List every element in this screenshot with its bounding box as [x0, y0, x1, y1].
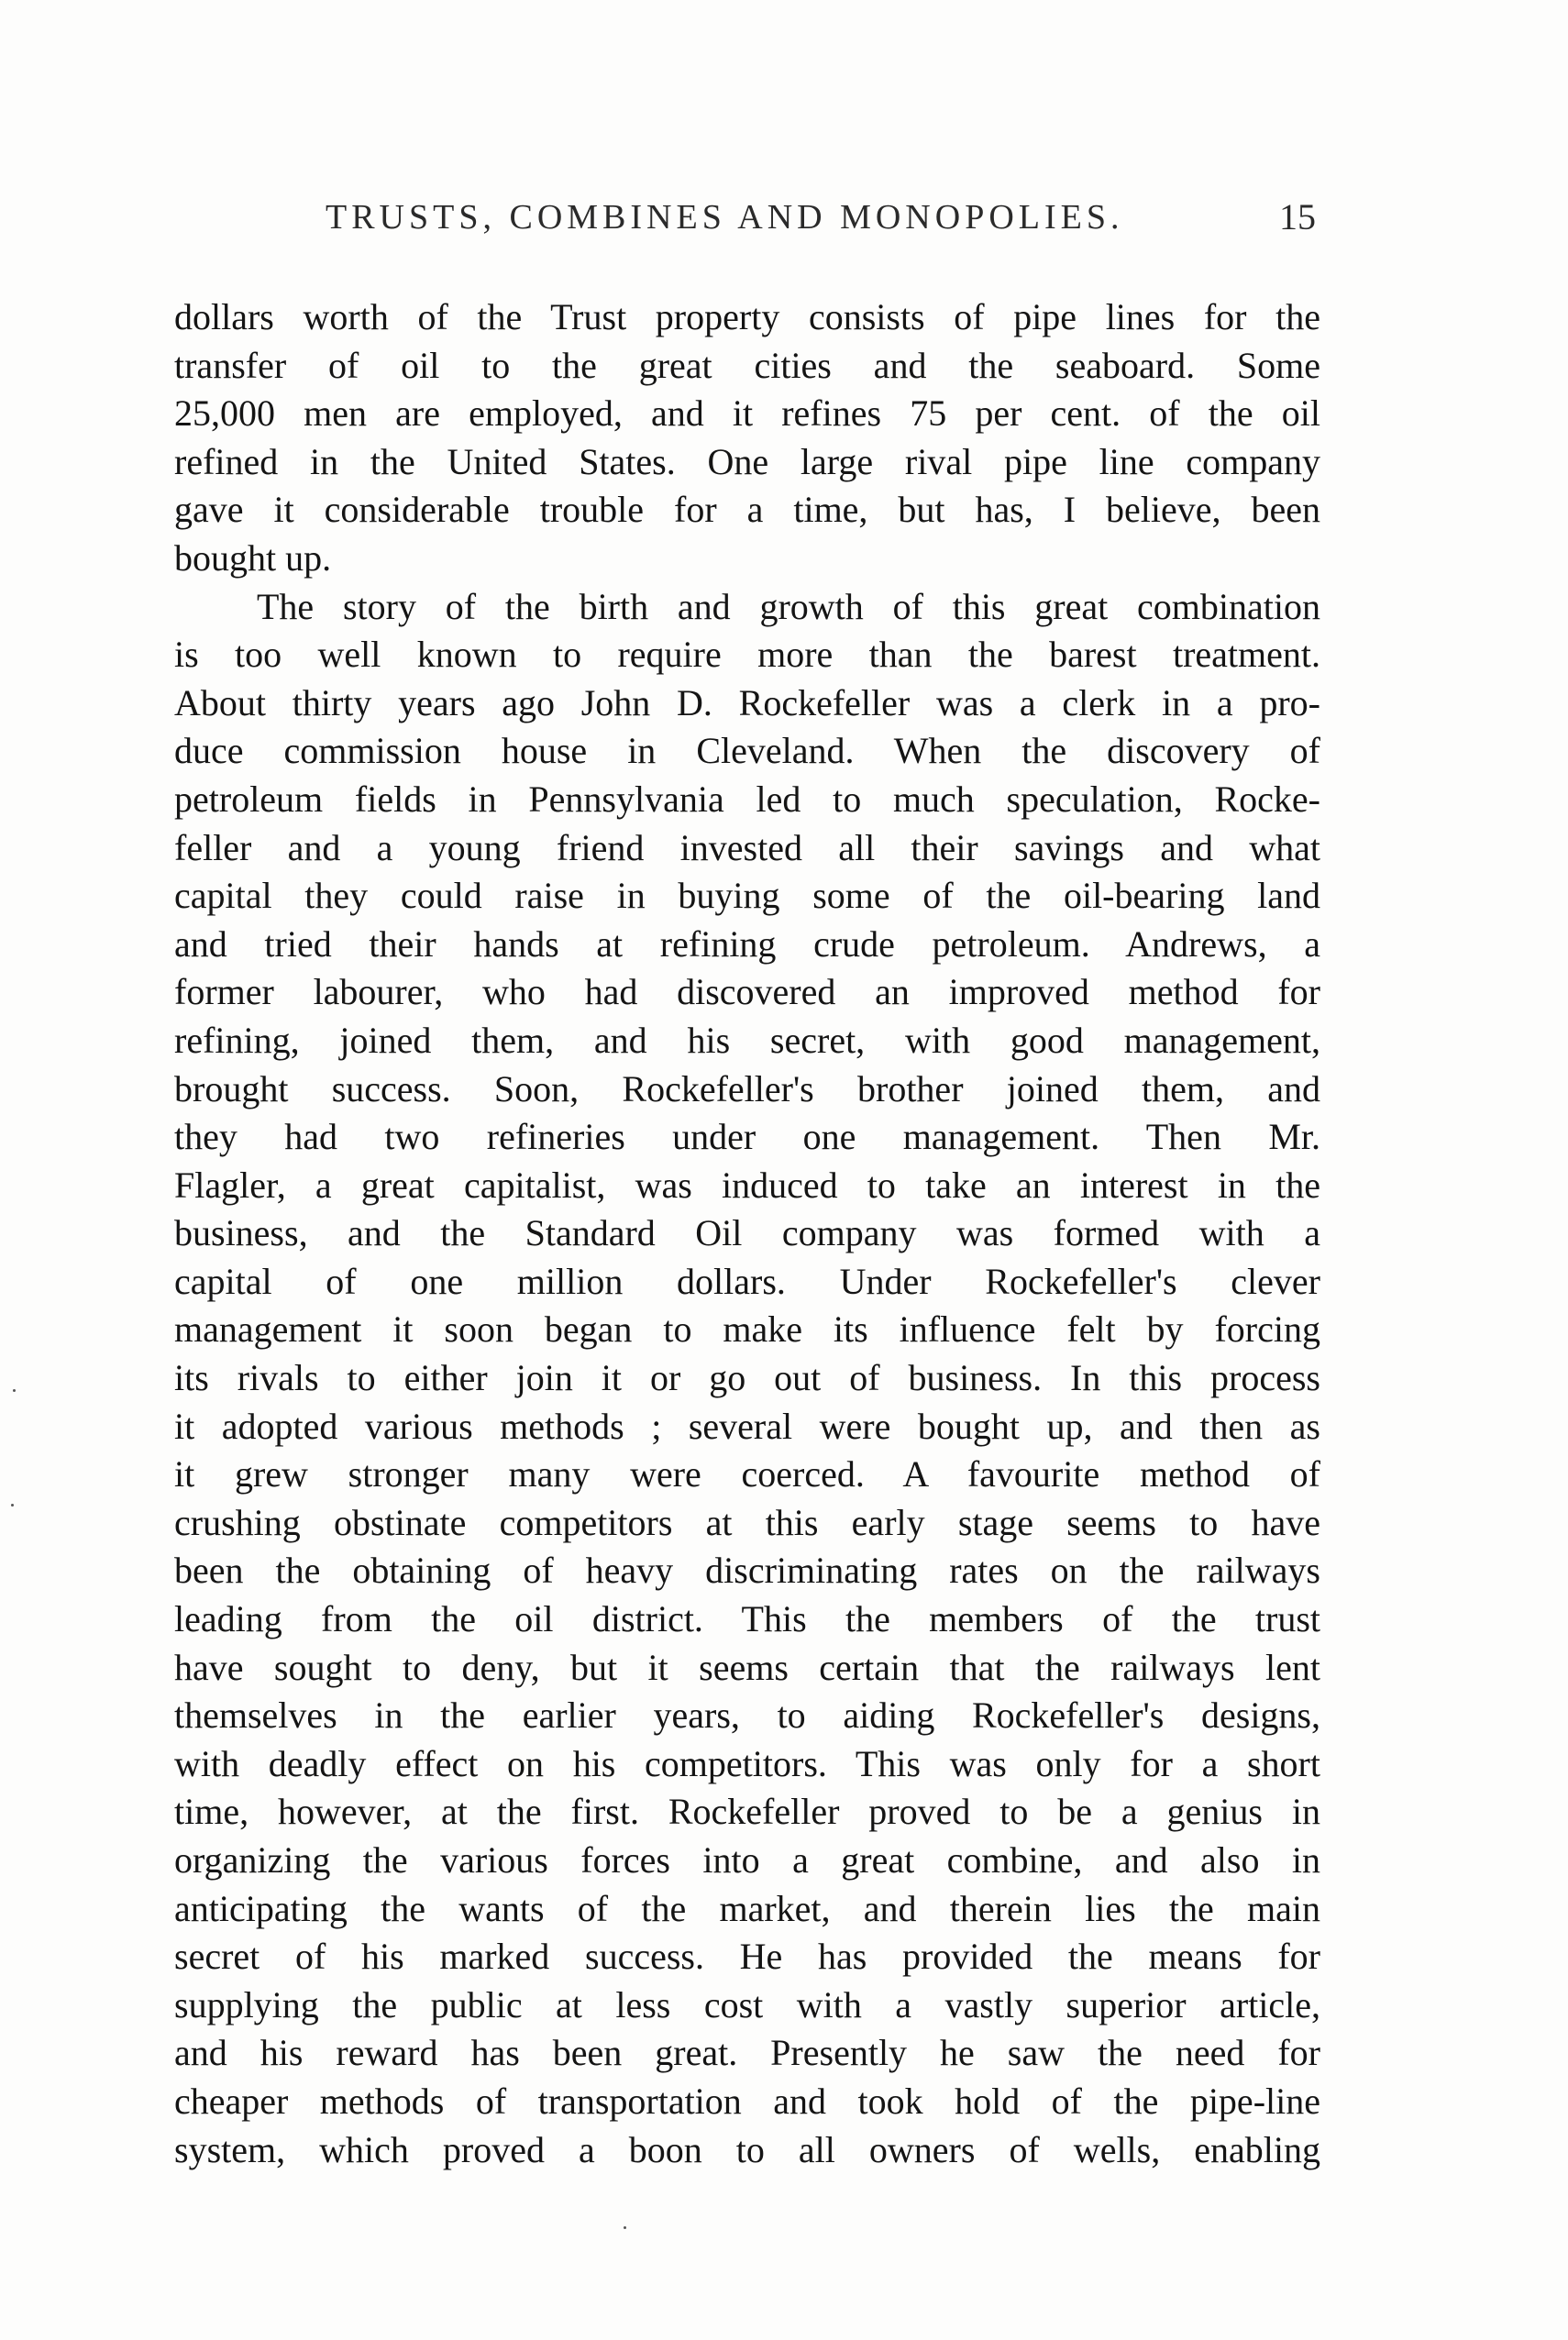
text-line: petroleum fields in Pennsylvania led to much speculation, Rocke-: [174, 778, 1320, 820]
text-line: management it soon began to make its influence felt by forcing: [174, 1308, 1320, 1351]
body-text: [174, 293, 1320, 2174]
text-line: crushing obstinate competitors at this early stage seems to have: [174, 1501, 1320, 1543]
text-line: refined in the United States. One large rival pipe line company: [174, 440, 1320, 482]
text-line: it adopted various methods ; several were bought up, and then as: [174, 1405, 1320, 1447]
scan-speck: [11, 1504, 14, 1507]
text-line: The story of the birth and growth of this great combination: [257, 585, 1320, 627]
text-line: brought success. Soon, Rockefeller's brother joined them, and: [174, 1067, 1320, 1109]
text-line: organizing the various forces into a great combine, and also in: [174, 1839, 1320, 1881]
page-number: 15: [1279, 196, 1316, 237]
scan-speck: [13, 1389, 16, 1392]
text-line: refining, joined them, and his secret, with good management,: [174, 1019, 1320, 1061]
text-line: been the obtaining of heavy discriminating rates on the railways: [174, 1550, 1320, 1592]
text-line: capital of one million dollars. Under Rockefeller's clever: [174, 1260, 1320, 1302]
text-line: it grew stronger many were coerced. A favourite method of: [174, 1453, 1320, 1496]
text-line: gave it considerable trouble for a time, but has, I believe, been: [174, 489, 1320, 531]
text-line: secret of his marked success. He has provided the means for: [174, 1936, 1320, 1978]
running-title: TRUSTS, COMBINES AND MONOPOLIES.: [326, 198, 1124, 237]
text-line: bought up.: [174, 536, 332, 579]
text-line: supplying the public at less cost with a vastly superior article,: [174, 1983, 1320, 2025]
text-line: cheaper methods of transportation and took hold of the pipe-line: [174, 2080, 1320, 2122]
text-line: they had two refineries under one management. Then Mr.: [174, 1116, 1320, 1158]
text-line: is too well known to require more than the barest treatment.: [174, 634, 1320, 676]
text-line: and his reward has been great. Presently he saw the need for: [174, 2032, 1320, 2074]
text-line: leading from the oil district. This the members of the trust: [174, 1598, 1320, 1640]
text-line: 25,000 men are employed, and it refines 75 per cent. of the oil: [174, 392, 1320, 435]
text-line: themselves in the earlier years, to aiding Rockefeller's designs,: [174, 1694, 1320, 1737]
text-line: transfer of oil to the great cities and the seaboard. Some: [174, 344, 1320, 386]
text-line: business, and the Standard Oil company was formed with a: [174, 1212, 1320, 1254]
text-line: have sought to deny, but it seems certain that the railways lent: [174, 1646, 1320, 1688]
scan-speck: [624, 2226, 626, 2229]
text-line: time, however, at the first. Rockefeller proved to be a genius in: [174, 1791, 1320, 1833]
text-line: dollars worth of the Trust property consists of pipe lines for the: [174, 296, 1320, 337]
text-line: former labourer, who had discovered an improved method for: [174, 971, 1320, 1013]
text-line: with deadly effect on his competitors. This was only for a short: [174, 1742, 1320, 1784]
text-line: its rivals to either join it or go out of business. In this process: [174, 1357, 1320, 1399]
text-line: Flagler, a great capitalist, was induced to take an interest in the: [174, 1164, 1320, 1206]
text-line: anticipating the wants of the market, and therein lies the main: [174, 1887, 1320, 1929]
text-line: and tried their hands at refining crude petroleum. Andrews, a: [174, 922, 1320, 965]
text-line: About thirty years ago John D. Rockefeller was a clerk in a pro-: [174, 681, 1320, 723]
text-line: system, which proved a boon to all owners of wells, enabling: [174, 2128, 1320, 2170]
text-line: feller and a young friend invested all their savings and what: [174, 826, 1320, 868]
text-line: capital they could raise in buying some of the oil-bearing land: [174, 875, 1320, 917]
text-line: duce commission house in Cleveland. When the discovery of: [174, 730, 1320, 772]
